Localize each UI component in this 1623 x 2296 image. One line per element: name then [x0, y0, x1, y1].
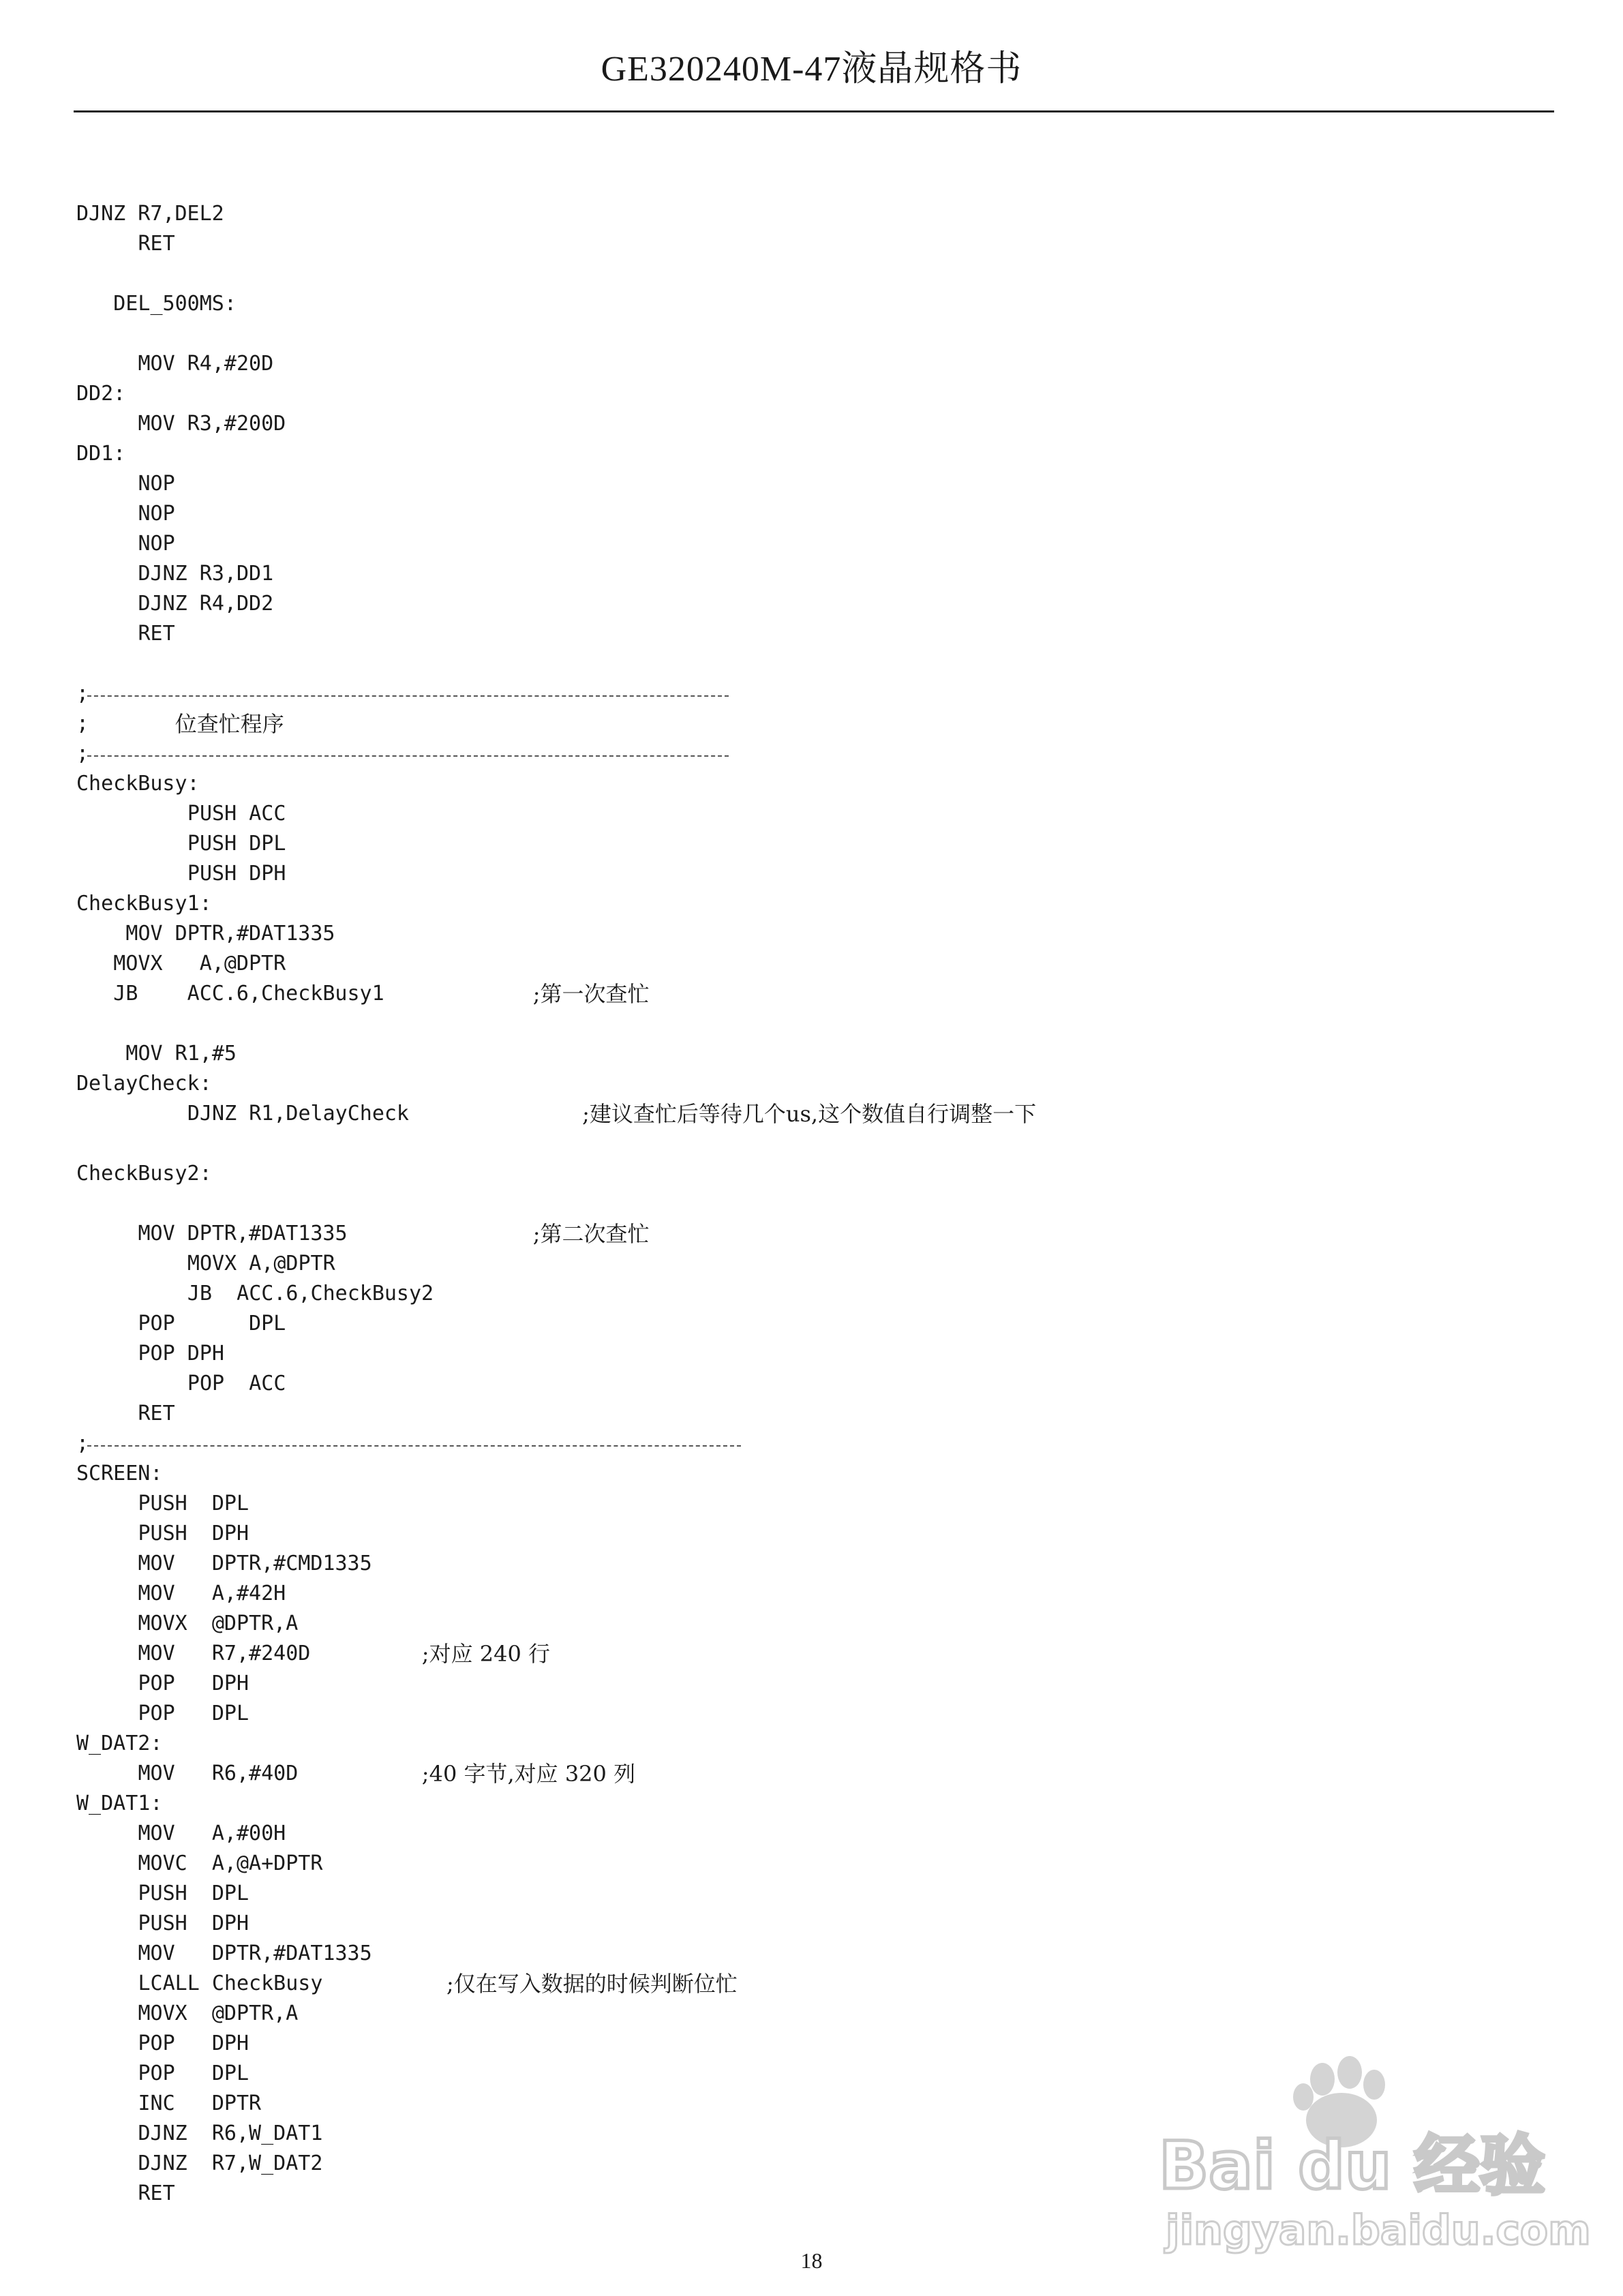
header-rule [74, 110, 1554, 112]
code-comment: ;对应 240 行 [421, 1641, 551, 1667]
code-line: NOP [138, 472, 175, 496]
code-line: PUSH DPH [138, 1522, 249, 1545]
code-line: DelayCheck: [76, 1072, 212, 1096]
code-line: RET [138, 622, 175, 646]
code-line: MOV DPTR,#CMD1335 [138, 1552, 372, 1575]
code-line: INC DPTR [138, 2091, 262, 2115]
code-line: MOVX @DPTR,A [138, 1612, 299, 1635]
code-line: POP ACC [187, 1372, 286, 1395]
code-line: MOV R7,#240D [138, 1642, 311, 1665]
code-line: ; [76, 1432, 89, 1455]
code-line: MOV R3,#200D [138, 412, 286, 436]
code-line: POP DPL [138, 2061, 249, 2085]
code-comment: ;建议查忙后等待几个us,这个数值自行调整一下 [582, 1101, 1037, 1127]
code-line: NOP [138, 532, 175, 556]
code-comment: ;仅在写入数据的时候判断位忙 [446, 1971, 738, 1997]
code-line: DJNZ R6,W_DAT1 [138, 2121, 323, 2145]
code-line: ; [76, 712, 89, 736]
dashed-separator [87, 1445, 741, 1447]
code-line: DJNZ R7,W_DAT2 [138, 2151, 323, 2175]
code-line: PUSH DPL [138, 1492, 249, 1515]
code-line: NOP [138, 502, 175, 526]
code-comment: ;第二次查忙 [532, 1221, 650, 1247]
code-line: CheckBusy1: [76, 892, 212, 916]
code-comment: 位查忙程序 [175, 711, 284, 737]
code-line: DJNZ R4,DD2 [138, 592, 274, 616]
code-line: MOV R6,#40D [138, 1762, 299, 1785]
code-line: DJNZ R1,DelayCheck [187, 1102, 409, 1126]
code-line: JB ACC.6,CheckBusy1 [113, 982, 384, 1006]
code-line: MOVX A,@DPTR [113, 952, 286, 976]
code-line: SCREEN: [76, 1462, 163, 1485]
code-line: DEL_500MS: [113, 292, 237, 316]
code-line: RET [138, 232, 175, 256]
code-line: DD2: [76, 382, 126, 406]
code-line: POP DPL [138, 1312, 286, 1335]
baidu-jingyan-watermark [1152, 2052, 1591, 2256]
code-line: MOV R4,#20D [138, 352, 274, 376]
code-comment: ;40 字节,对应 320 列 [421, 1761, 636, 1787]
code-line: ; [76, 742, 89, 766]
watermark-url-text: jingyan.baidu.com [1166, 2207, 1591, 2254]
code-line: RET [138, 2181, 175, 2205]
code-line: MOV DPTR,#DAT1335 [138, 1942, 372, 1965]
code-line: POP DPL [138, 1702, 249, 1725]
code-line: MOV DPTR,#DAT1335 [125, 922, 335, 946]
code-line: MOV DPTR,#DAT1335 [138, 1222, 348, 1245]
code-line: RET [138, 1402, 175, 1425]
code-line: MOVX @DPTR,A [138, 2002, 299, 2025]
code-line: PUSH ACC [187, 802, 286, 826]
document-title: GE320240M-47液晶规格书 [601, 50, 1022, 89]
code-line: POP DPH [138, 2031, 249, 2055]
watermark-logo-text: Bai du 经验 [1159, 2128, 1545, 2204]
code-line: W_DAT1: [76, 1792, 163, 1815]
code-line: PUSH DPH [138, 1912, 249, 1935]
code-line: MOV A,#00H [138, 1822, 286, 1845]
code-line: PUSH DPL [187, 832, 286, 856]
dashed-separator [87, 755, 729, 757]
code-line: MOVX A,@DPTR [187, 1252, 335, 1275]
code-line: CheckBusy: [76, 772, 200, 796]
code-line: DJNZ R3,DD1 [138, 562, 274, 586]
code-line: CheckBusy2: [76, 1162, 212, 1185]
code-line: MOVC A,@A+DPTR [138, 1852, 323, 1875]
code-line: PUSH DPL [138, 1882, 249, 1905]
code-line: JB ACC.6,CheckBusy2 [187, 1282, 434, 1305]
code-line: ; [76, 682, 89, 706]
code-line: LCALL CheckBusy [138, 1972, 323, 1995]
code-line: W_DAT2: [76, 1732, 163, 1755]
code-line: PUSH DPH [187, 862, 286, 886]
code-line: POP DPH [138, 1342, 224, 1365]
code-line: DJNZ R7,DEL2 [76, 202, 224, 226]
dashed-separator [87, 695, 729, 697]
code-line: MOV R1,#5 [125, 1042, 237, 1066]
page-number: 18 [800, 2248, 823, 2273]
assembly-code-listing [76, 199, 1549, 2217]
code-line: POP DPH [138, 1672, 249, 1695]
code-comment: ;第一次查忙 [532, 981, 650, 1007]
code-line: DD1: [76, 442, 126, 466]
code-line: MOV A,#42H [138, 1582, 286, 1605]
